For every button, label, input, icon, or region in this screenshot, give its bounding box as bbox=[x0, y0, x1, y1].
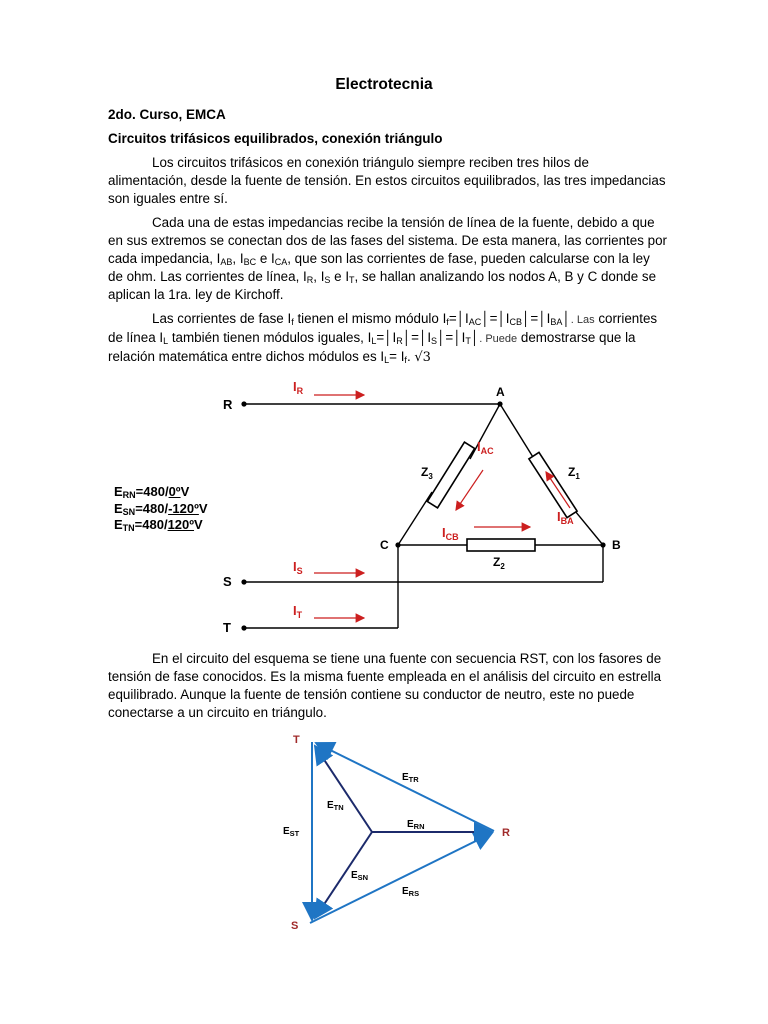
course-heading: 2do. Curso, EMCA bbox=[108, 107, 226, 122]
phasor-label-esn: $E_{SN}$ bbox=[351, 870, 369, 882]
paragraph-2: Cada una de estas impedancias recibe la tensión de línea de la fuente, debido a que en sus extremos se conectan dos de las fases del sistema. De esta manera, las corrientes por cada impedancia, $I_{AB}$, $I_{BC}$ e $I_{CA}$, que son las corrientes de fase, pueden calcularse con la ley de ohm. Las corrientes de línea, $I_R$, $I_S$ e $I_T$, se hallan analizando los nodos A, B y C donde se aplican la 1ra. ley de Kirchoff. bbox=[108, 215, 667, 302]
label-is: $I_S$ bbox=[293, 559, 303, 576]
p2-line2: debido a que en sus extremos se conectan dos de las fases del sistema. De esta bbox=[108, 215, 655, 248]
paragraph-1-text: Los circuitos trifásicos en conexión triángulo siempre reciben tres hilos de alimentación, desde la fuente de tensión. En estos circuitos equilibrados, las tres impedancias son iguales entre sí. bbox=[108, 155, 666, 206]
terminal-t bbox=[241, 625, 246, 630]
label-s: S bbox=[223, 574, 232, 589]
label-r: R bbox=[223, 397, 233, 412]
impedance-z2 bbox=[467, 539, 535, 551]
node-b bbox=[600, 542, 605, 547]
phasor-ers bbox=[310, 833, 492, 923]
phasor-label-etn: $E_{TN}$ bbox=[327, 800, 344, 812]
phasor-label-ern: $E_{RN}$ bbox=[407, 819, 425, 831]
p3-line1a: Las corrientes de fase I bbox=[152, 311, 292, 326]
label-node-b: B bbox=[612, 538, 621, 552]
phasor-label-t: T bbox=[293, 734, 300, 746]
node-c bbox=[395, 542, 400, 547]
paragraph-3: Las corrientes de fase $I_f$ tienen el mismo módulo $I_f=│I_{AC}│=│I_{CB}│=│I_{BA}│$. Las corrientes de línea $I_L$ también tienen módulos iguales, $I_L=│I_R│=│I_S│=│I_T│$. Puede demostrarse que la relación matemática entre dichos módulos es $I_L= I_f$. √3 bbox=[108, 311, 658, 365]
label-iac: $I_{AC}$ bbox=[477, 439, 494, 456]
p3-line3a: demostrarse que la relación matemática entre dichos módulos es I bbox=[108, 330, 636, 364]
source-sn: $E_{SN}=480/-120ºV$ bbox=[114, 500, 208, 517]
label-icb: $I_{CB}$ bbox=[442, 525, 459, 542]
p3-line1b: tienen el mismo módulo I bbox=[293, 311, 447, 326]
label-z1: $Z_1$ bbox=[568, 465, 580, 481]
phasor-label-est: $E_{ST}$ bbox=[283, 826, 300, 838]
phasor-label-r: R bbox=[502, 827, 510, 839]
p2-line5: hallan analizando los nodos A, B y C donde se aplican la 1ra. ley de Kirchoff. bbox=[108, 269, 657, 302]
label-ir: $I_R$ bbox=[293, 379, 304, 396]
phasor-label-etr: $E_{TR}$ bbox=[402, 772, 419, 784]
p2-line4b: , se bbox=[354, 269, 377, 284]
paragraph-4-text: En el circuito del esquema se tiene una fuente con secuencia RST, con los fasores de tensión de fase conocidos. Es la misma fuente empleada en el análisis del circuito en estrella equilibrado. Aunque la fuente de tensión contiene su conductor de neutro, este no puede conectarse a un circuito en triángulo. bbox=[108, 651, 662, 720]
p3-line2b: también tienen módulos iguales, I bbox=[168, 330, 372, 345]
circuit-wires bbox=[244, 404, 603, 628]
p3-line2c: . Puede bbox=[479, 333, 518, 345]
arrow-iac bbox=[456, 470, 483, 510]
terminal-s bbox=[241, 579, 246, 584]
section-heading: Circuitos trifásicos equilibrados, conexión triángulo bbox=[108, 131, 443, 146]
source-tn: $E_{TN}=480/120ºV$ bbox=[114, 517, 203, 533]
label-z3: $Z_3$ bbox=[421, 465, 433, 481]
sub-ab: AB bbox=[220, 257, 233, 267]
phasor-etn bbox=[315, 746, 372, 832]
circuit-nodes bbox=[241, 401, 605, 630]
p3-line1c: . Las bbox=[570, 314, 595, 326]
phasor-label-ers: $E_{RS}$ bbox=[402, 886, 420, 898]
label-it: $I_T$ bbox=[293, 603, 303, 620]
p2-line3b: , que son las corrientes bbox=[287, 251, 426, 266]
source-rn: $E_{RN}=480/0ºV$ bbox=[114, 484, 190, 500]
p2-line4: de fase, pueden calcularse con la ley de ohm. Las corrientes de línea, I bbox=[108, 251, 650, 284]
node-a bbox=[497, 401, 502, 406]
phasor-label-s: S bbox=[291, 920, 299, 932]
current-arrows bbox=[314, 395, 570, 618]
label-node-a: A bbox=[496, 385, 505, 399]
label-z2: $Z_2$ bbox=[493, 555, 505, 571]
p3-line2a: corrientes de línea I bbox=[108, 311, 658, 345]
p3-line3b: = I bbox=[389, 349, 405, 364]
page-title: Electrotecnia bbox=[335, 76, 433, 93]
p2-line1: Cada una de estas impedancias recibe la tensión de línea de la fuente, bbox=[152, 215, 574, 230]
label-node-c: C bbox=[380, 538, 389, 552]
terminal-r bbox=[241, 401, 246, 406]
impedance-z3 bbox=[427, 442, 474, 508]
sqrt3: √3 bbox=[414, 350, 431, 365]
label-t: T bbox=[223, 620, 231, 635]
p2-line3a: manera, las corrientes por cada impedancia, I bbox=[108, 233, 667, 266]
phasor-diagram bbox=[283, 734, 510, 932]
label-iba: $I_{BA}$ bbox=[557, 509, 574, 526]
